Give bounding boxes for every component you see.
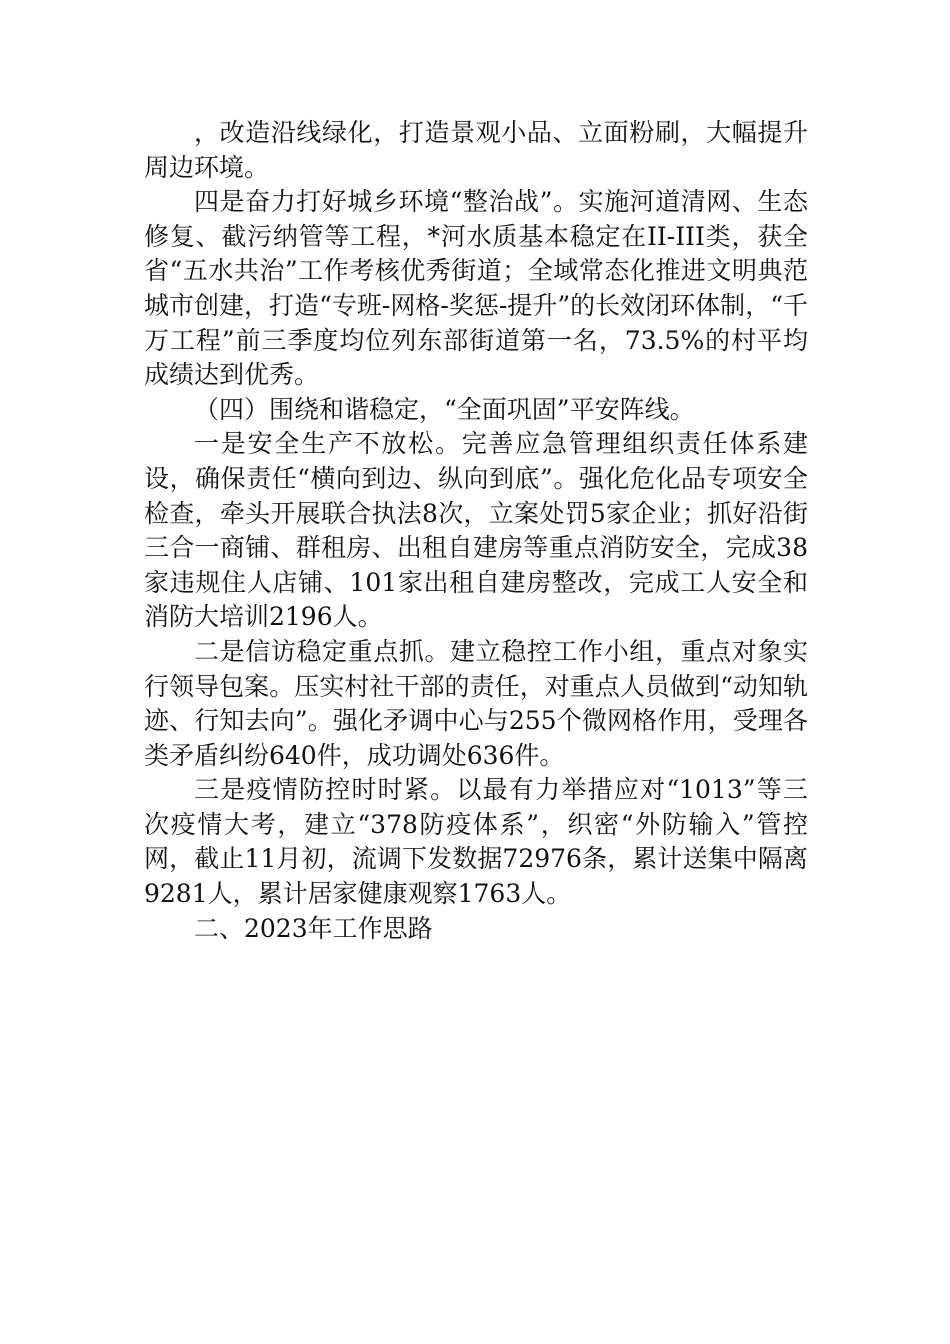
paragraph-petition-stability: 二是信访稳定重点抓。建立稳控工作小组，重点对象实行领导包案。压实村社干部的责任，对重点人员做到“动知轨迹、行知去向”。强化矛调中心与255个微网格作用，受理各类矛盾纠纷640件，成功调处636件。 xyxy=(144,636,808,770)
section-heading-2023-plan: 二、2023年工作思路 xyxy=(194,913,433,943)
paragraph-environment-campaign: 四是奋力打好城乡环境“整治战”。实施河道清网、生态修复、截污纳管等工程，*河水质基本稳定在II-III类，获全省“五水共治”工作考核优秀街道；全域常态化推进文明典范城市创建，打造“专班-网格-奖惩-提升”的长效闭环体制，“千万工程”前三季度均位列东部街道第一名，73.5%的村平均成绩达到优秀。 xyxy=(144,187,808,390)
paragraph-greening: ，改造沿线绿化，打造景观小品、立面粉刷，大幅提升周边环境。 xyxy=(144,118,808,182)
paragraph-production-safety: 一是安全生产不放松。完善应急管理组织责任体系建设，确保责任“横向到边、纵向到底”。强化危化品专项安全检查，牵头开展联合执法8次，立案处罚5家企业；抓好沿街三合一商铺、群租房、出租自建房等重点消防安全，完成38家违规住人店铺、101家出租自建房整改，完成工人安全和消防大培训2196人。 xyxy=(144,429,808,632)
document-body xyxy=(144,116,808,946)
paragraph-epidemic-control: 三是疫情防控时时紧。以最有力举措应对“1013”等三次疫情大考，建立“378防疫体系”，织密“外防输入”管控网，截止11月初，流调下发数据72976条，累计送集中隔离9281人，累计居家健康观察1763人。 xyxy=(144,775,808,909)
section-heading-safety: （四）围绕和谐稳定，“全面巩固”平安阵线。 xyxy=(194,394,695,424)
